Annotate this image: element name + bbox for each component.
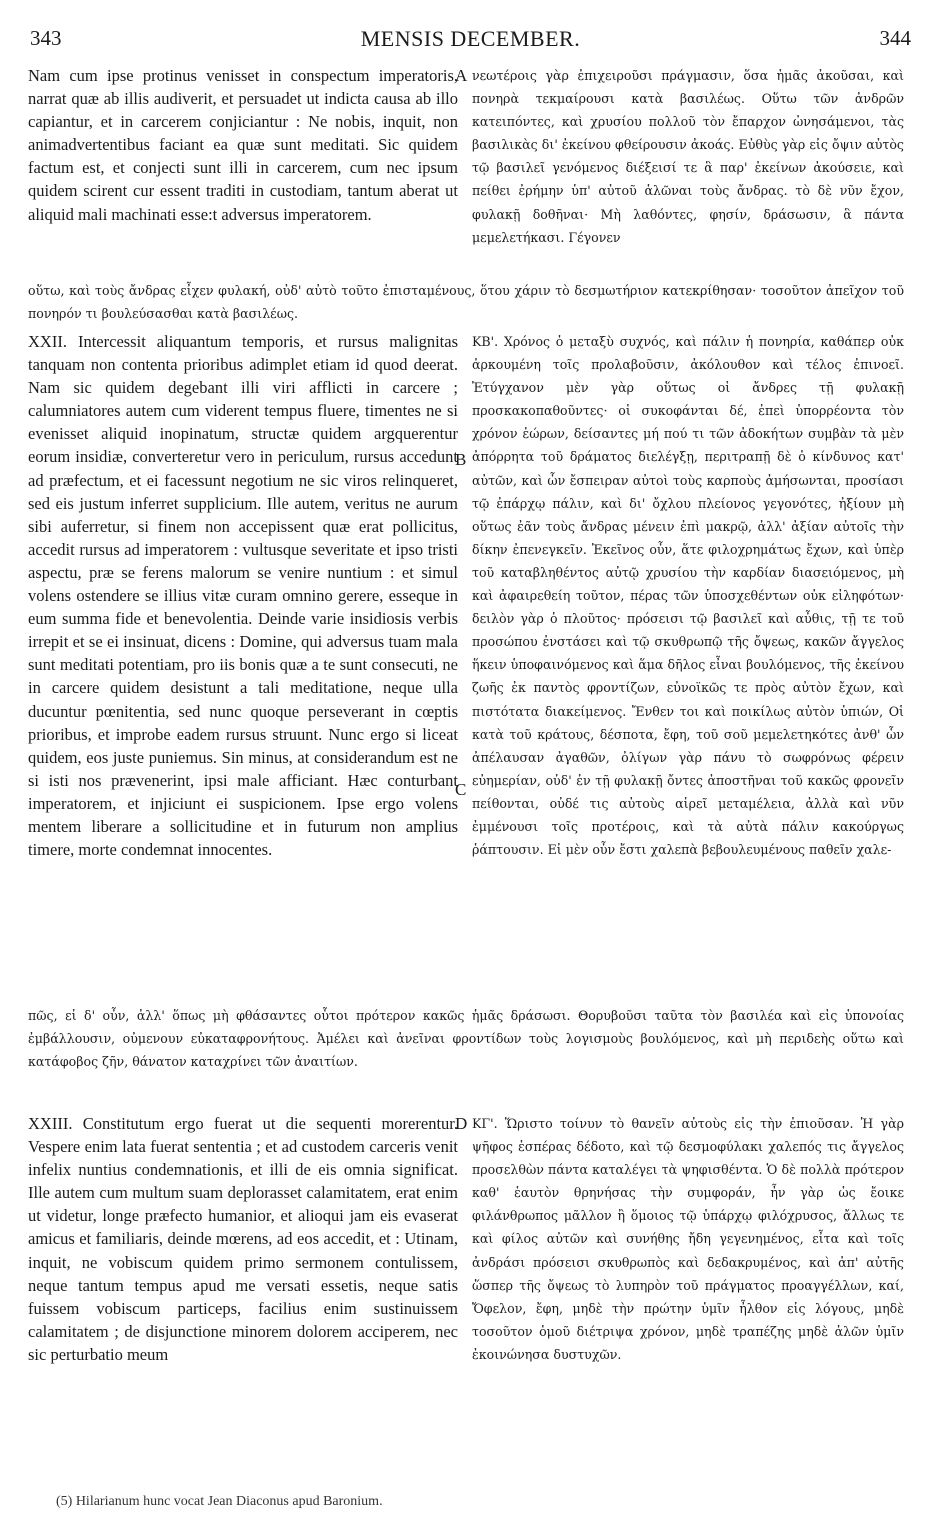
greek-paragraph: νεωτέροις γὰρ ἐπιχειροῦσι πράγμασιν, ὅσα ἡμᾶς ἀκοῦσαι, καὶ πονηρὰ τεκμαίρουσι κατὰ βασιλέως. Οὕτω τῶν ἀνδρῶν κατειπόντες, καὶ χρυσίου πολλοῦ τὸν ἔπαρχον ὠνησάμενοι, τὰς βασιλικὰς δι' ἐκείνου φθείρουσιν ἀκοάς. Εὐθὺς γὰρ εἰς ὄψιν αὐτὸς τῷ βασιλεῖ γενόμενος διέξεισί τε ἃ παρ' ἐκείνων ἀκούσειε, καὶ πείθει ἐρήμην ὑπ' αὐτοῦ ἁλῶναι τοὺς ἄνδρας. τὸ δὲ νῦν ἔχον, φυλακῇ δοθῆναι· Μὴ λαθόντες, φησίν, δράσωσιν, ἃ πάντα μεμελετήκασι. Γέγονεν <box>472 68 904 245</box>
latin-column <box>28 64 458 226</box>
latin-paragraph: XXIII. Constitutum ergo fuerat ut die sequenti morerentur. Vespere enim lata fuerat sententia ; et ad custodem carceris venit infelix nuntius condemnationis, et illi de eis omnia significat. Ille autem cum multum suam deplorasset calamitatem, erat enim ut videtur, longe præfecto humanior, et alioqui jam eis evaserat amicus et familiaris, deinde mœrens, ad eos accedit, et : Utinam, inquit, ne vobiscum quidem primo sermonem contulissem, neque tantum tempus apud me versati essetis, neque satis fuissem vobiscum particeps, facilius enim sustinuissem calamitatem ; de disjunctione minorem dolorem acciperem, nec sic perturbatio meum <box>28 1114 458 1364</box>
greek-paragraph: πῶς, εἰ δ' οὖν, ἀλλ' ὅπως μὴ φθάσαντες οὗτοι πρότερον κακῶς ἡμᾶς δράσωσι. Θορυβοῦσι ταῦτα τὸν βασιλέα καὶ εἰς ὑπονοίας ἐμβάλλουσιν, οὐμενουν εὐκαταφρονήτους. Ἀμέλει καὶ ἀνεῖναι φροντίδων τοὺς λογισμοὺς βουλόμενος, καὶ μὴ περιδεὴς οὕτω καὶ κατάφοβος ζῆν, θάνατον καταχρίνει τῶν ἀναιτίων. <box>28 1008 904 1070</box>
greek-column <box>472 330 904 861</box>
greek-full-width-1 <box>28 279 904 325</box>
greek-column <box>472 64 904 249</box>
margin-marker-d: D <box>455 1114 468 1133</box>
greek-paragraph: ΚΓ'. Ὥριστο τοίνυν τὸ θανεῖν αὐτοὺς εἰς τὴν ἐπιοῦσαν. Ἡ γὰρ ψῆφος ἑσπέρας δέδοτο, καὶ τῷ δεσμοφύλακι χαλεπός τις ἄγγελος προσελθὼν πάντα καταλέγει τὰ ψηφισθέντα. Ὁ δὲ πολλὰ πρότερον καθ' ἑαυτὸν θρηνήσας τὴν συμφοράν, ἦν γὰρ ὡς ἔοικε φιλάνθρωπος μᾶλλον ἢ ὅμοιος τῷ ὑπάρχῳ φιλόχρυσος, ἄλλως τε καὶ φίλος αὐτῶν καὶ συνήθης ἤδη γεγενημένος, εἶτα καὶ τοῖς ἀνδράσι πρόσεισι σκυθρωπὸς καὶ δεδακρυμένος, καὶ ἀπ' αὐτῆς ὥσπερ τῆς ὄψεως τὸ λυπηρὸν τοῦ πράγματος προαγγέλλων, καί, Ὄφελον, ἔφη, μηδὲ τὴν πρώτην ὑμῖν ἦλθον εἰς λόγους, μηδὲ τοσοῦτον ὁμοῦ διέτριψα χρόνον, μηδὲ τραπέζης μηδὲ ἁλῶν ὑμῖν ἐκοινώνησα δυστυχῶν. <box>472 1116 904 1362</box>
greek-paragraph: ΚΒ'. Χρόνος ὁ μεταξὺ συχνός, καὶ πάλιν ἡ πονηρία, καθάπερ οὐκ ἀρκουμένη τοῖς προλαβοῦσιν, ἀκόλουθον καὶ τέλος ἐπινοεῖ. Ἐτύγχανον μὲν γὰρ οὕτως οἱ ἄνδρες τῇ φυλακῇ προσκακοπαθοῦντες· οἱ συκοφάνται δέ, ἐπεὶ ὑπορρέοντα τὸν χρόνον ἑώρων, δείσαντες μή πού τι τῶν ἀδοκήτων συμβὰν τὰ μὲν ἀπόρρητα τοῦ δράματος διελέγξῃ, περιτραπῇ δὲ ὁ κίνδυνος κατ' αὐτῶν, καὶ ὧν ἔσπειραν αὐτοὶ τοὺς καρποὺς ἀμήσωνται, προσίασι τῷ ἐπάρχῳ πάλιν, καὶ δι' ὄχλου πλείονος γεγονότες, ἠξίουν μὴ οὕτως ἐᾶν τοὺς ἄνδρας μένειν ἐπὶ μακρῷ, ἀλλ' ἀξίαν αὐτοῖς τὴν δίκην ἐπενεγκεῖν. Ἐκεῖνος οὖν, ἅτε φιλοχρημάτως ἔχων, καὶ ὑπὲρ τοῦ καταβληθέντος αὐτῷ χρυσίου τὴν καρδίαν διασειόμενος, μὴ καὶ ἀφαιρεθείη τοῦτον, πέρας τῶν ὑποσχεθέντων οὐκ εἰληφότων· δειλὸν γὰρ ὁ πλοῦτος· πρόσεισι τῷ βασιλεῖ καὶ αὖθις, τῇ τε τοῦ προσώπου ἐνστάσει καὶ τῷ σκυθρωπῷ τῆς ὄψεως, κακῶν ἄγγελος ἥκειν ὑποφαινόμενος καὶ ἅμα δῆλος εἶναι βουλόμενος, τῆς ἐκείνου ζωῆς ἐκ παντὸς φροντίζων, εὐνοϊκῶς τε πρὸς αὐτὸν ἔχων, καὶ πιστότατα διακείμενος. Ἔνθεν τοι καὶ ποικίλως αὐτὸν ὑπιών, Οἱ κατὰ τοῦ κράτους, δέσποτα, ἔφη, τοῦ σοῦ μεμελετηκότες ἀνθ' ὧν ἀπέλαυσαν ἀγαθῶν, ὀλίγων γὰρ πάνυ τὸ σωφρόνως φέρειν εὐημερίαν, οὐδ' ἐν τῇ φυλακῇ ὄντες ἀποστῆναι τοῦ κακῶς φρονεῖν πείθονται, οὐδέ τις αὐτοὺς αἱρεῖ μεταμέλεια, ἀλλὰ καὶ νῦν ἐμμένουσι τοῖς προτέροις, καὶ τὰ αὐτὰ πάλιν κακούργως ῥάπτουσιν. Εἰ μὲν οὖν ἔστι χαλεπὰ βεβουλευμένους παθεῖν χαλε- <box>472 334 904 858</box>
margin-marker-c: C <box>455 780 467 799</box>
greek-full-width-2 <box>28 1004 904 1073</box>
margin-marker-b: B <box>455 450 467 469</box>
latin-column <box>28 330 458 861</box>
section-intro <box>0 64 931 276</box>
footnote: (5) Hilarianum hunc vocat Jean Diaconus apud Baronium. <box>56 1494 383 1509</box>
running-title: MENSIS DECEMBER. <box>360 26 581 51</box>
greek-column <box>472 1112 904 1366</box>
section-xxiii <box>0 1112 931 1442</box>
page-header <box>30 26 911 56</box>
greek-paragraph: οὕτω, καὶ τοὺς ἄνδρας εἶχεν φυλακή, οὐδ' αὐτὸ τοῦτο ἐπισταμένους, ὅτου χάριν τὸ δεσμωτήριον κατεκρίθησαν· τοσοῦτον ἀπεῖχον τοῦ πονηρόν τι βουλεύσασθαι κατὰ βασιλέως. <box>28 283 904 322</box>
section-xxii <box>0 330 931 860</box>
latin-paragraph: Nam cum ipse protinus venisset in conspectum imperatoris, narrat quæ ab illis audiverit, et persuadet ut indicta causa ab illo capiantur, et in carcerem conjiciantur : Ne nobis, inquit, non animadvertentibus faciant ea quæ sunt meditati. Sic quidem factum est, et conjecti sunt illi in carcerem, cum nec ipsum quidem scirent cur essent traditi in custodiam, tantum aberat ut aliquid mali machinati esse:t adversus imperatorem. <box>28 66 458 224</box>
margin-marker-a: A <box>455 66 468 85</box>
latin-column <box>28 1112 458 1366</box>
left-page-number: 343 <box>30 26 62 50</box>
latin-paragraph: XXII. Intercessit aliquantum temporis, et rursus malignitas tanquam non contenta prioribus adimplet etiam id quod deerat. Nam sic quidem degebant illi viri afflicti in carcere ; calumniatores autem cum viderent tempus fluere, timentes ne si evenisset aliquid inopinatum, structæ quidem argquerentur eorum insidiæ, converteretur vero in periculum, rursus accedunt ad præfectum, et ei facessunt negotium ne sic viros relinqueret, sed eis justum inferret supplicium. Ille autem, veritus ne aurum sibi auferretur, si finem non accepissent quæ erat pollicitus, accedit rursus ad imperatorem : vultusque severitate et ipso tristi aspectu, præ se ferens malorum se venire nuntium : et simul volens ostendere se illius vitæ curam omnino gerere, esseque in eum summa fide et benevolentia. Deinde varie insidiosis verbis irrepit et se ei insinuat, dicens : Domine, qui adversus tuam mala sunt meditati potentiam, pro iis bonis quæ a te sunt consecuti, ne in carcere quidem desistunt a tali meditatione, neque ulla ducuntur pœnitentia, sed nunc quoque perseverant in cœptis prioribus, et improbe eadem rursus struunt. Nunc ergo si liceat quidem, eos juste puniemus. Sin minus, at considerandum est ne si isti nos prævenerint, ipsi male afficiant. Hæc conturbant imperatorem, et injiciunt ei suspicionem. Ipse ergo volens mentem liberare a sollicitudine et in futurum non amplius timere, morte condemnat innocentes. <box>28 332 458 860</box>
right-page-number: 344 <box>879 26 911 50</box>
